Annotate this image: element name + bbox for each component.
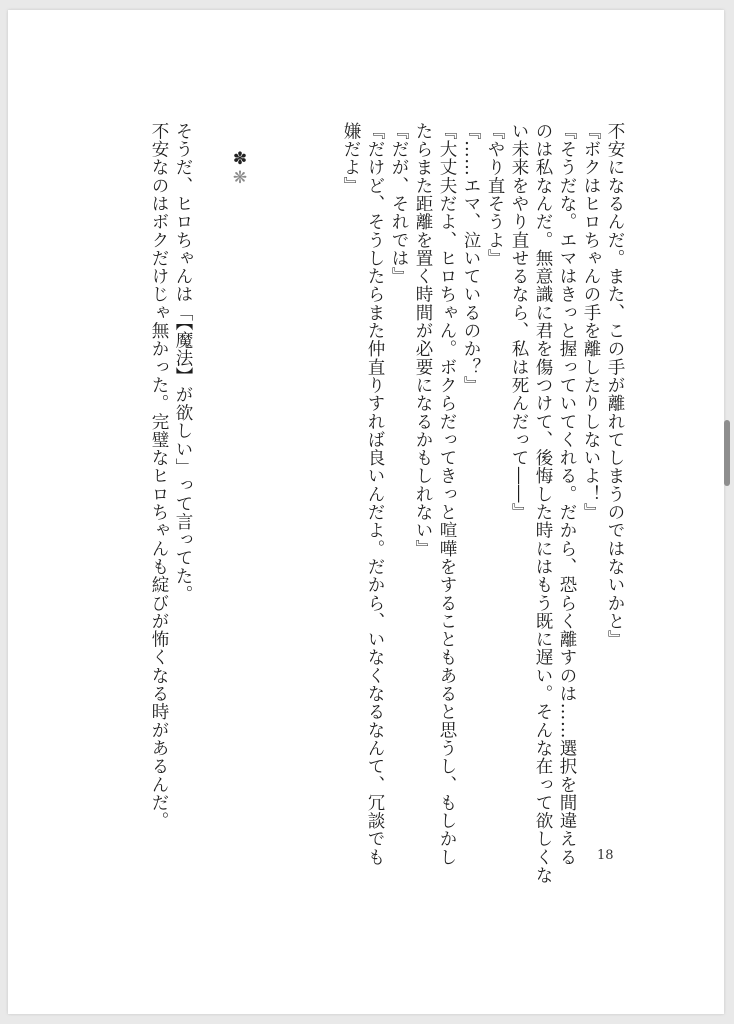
body-text	[128, 122, 628, 885]
text-line: い未来をやり直せるなら、私は死んだって――』	[509, 122, 529, 522]
text-line: 『だが、それでは』	[389, 122, 409, 286]
text-line: 不安になるんだ。また、この手が離れてしまうのではないかと』	[605, 122, 625, 649]
text-line: 『やり直そうよ』	[485, 122, 505, 268]
flower-icon: ✽	[232, 149, 248, 169]
page-number: 18	[597, 848, 614, 863]
text-line: 『大丈夫だよ、ヒロちゃん。ボクらだってきっと喧嘩をすることもあると思うし、もしかし	[437, 122, 457, 867]
text-line: 『……エマ、泣いているのか？』	[461, 122, 481, 395]
text-line: 『だけど、そうしたらまた仲直りすれば良いんだよ。だから、いなくなるなんて、冗談でも	[365, 122, 385, 867]
text-line: 不安なのはボクだけじゃ無かった。完璧なヒロちゃんも綻びが怖くなる時があるんだ。	[149, 122, 169, 830]
section-break-ornament	[231, 150, 249, 188]
text-line: たらまた距離を置く時間が必要になるかもしれない』	[413, 122, 433, 558]
text-line: のは私なんだ。無意識に君を傷つけて、後悔した時にはもう既に遅い。そんな在って欲しくな	[533, 122, 553, 885]
text-line: そうだ、ヒロちゃんは「【魔法】が欲しい」って言ってた。	[173, 122, 193, 604]
book-page	[8, 10, 724, 1014]
text-line: 嫌だよ』	[341, 122, 361, 195]
text-line: 『ボクはヒロちゃんの手を離したりしないよ！』	[581, 122, 601, 522]
flower-outline-icon: ❋	[232, 168, 248, 188]
scrollbar-thumb[interactable]	[724, 420, 730, 486]
text-line: 『そうだな。エマはきっと握っていてくれる。だから、恐らく離すのは……選択を間違える	[557, 122, 577, 867]
